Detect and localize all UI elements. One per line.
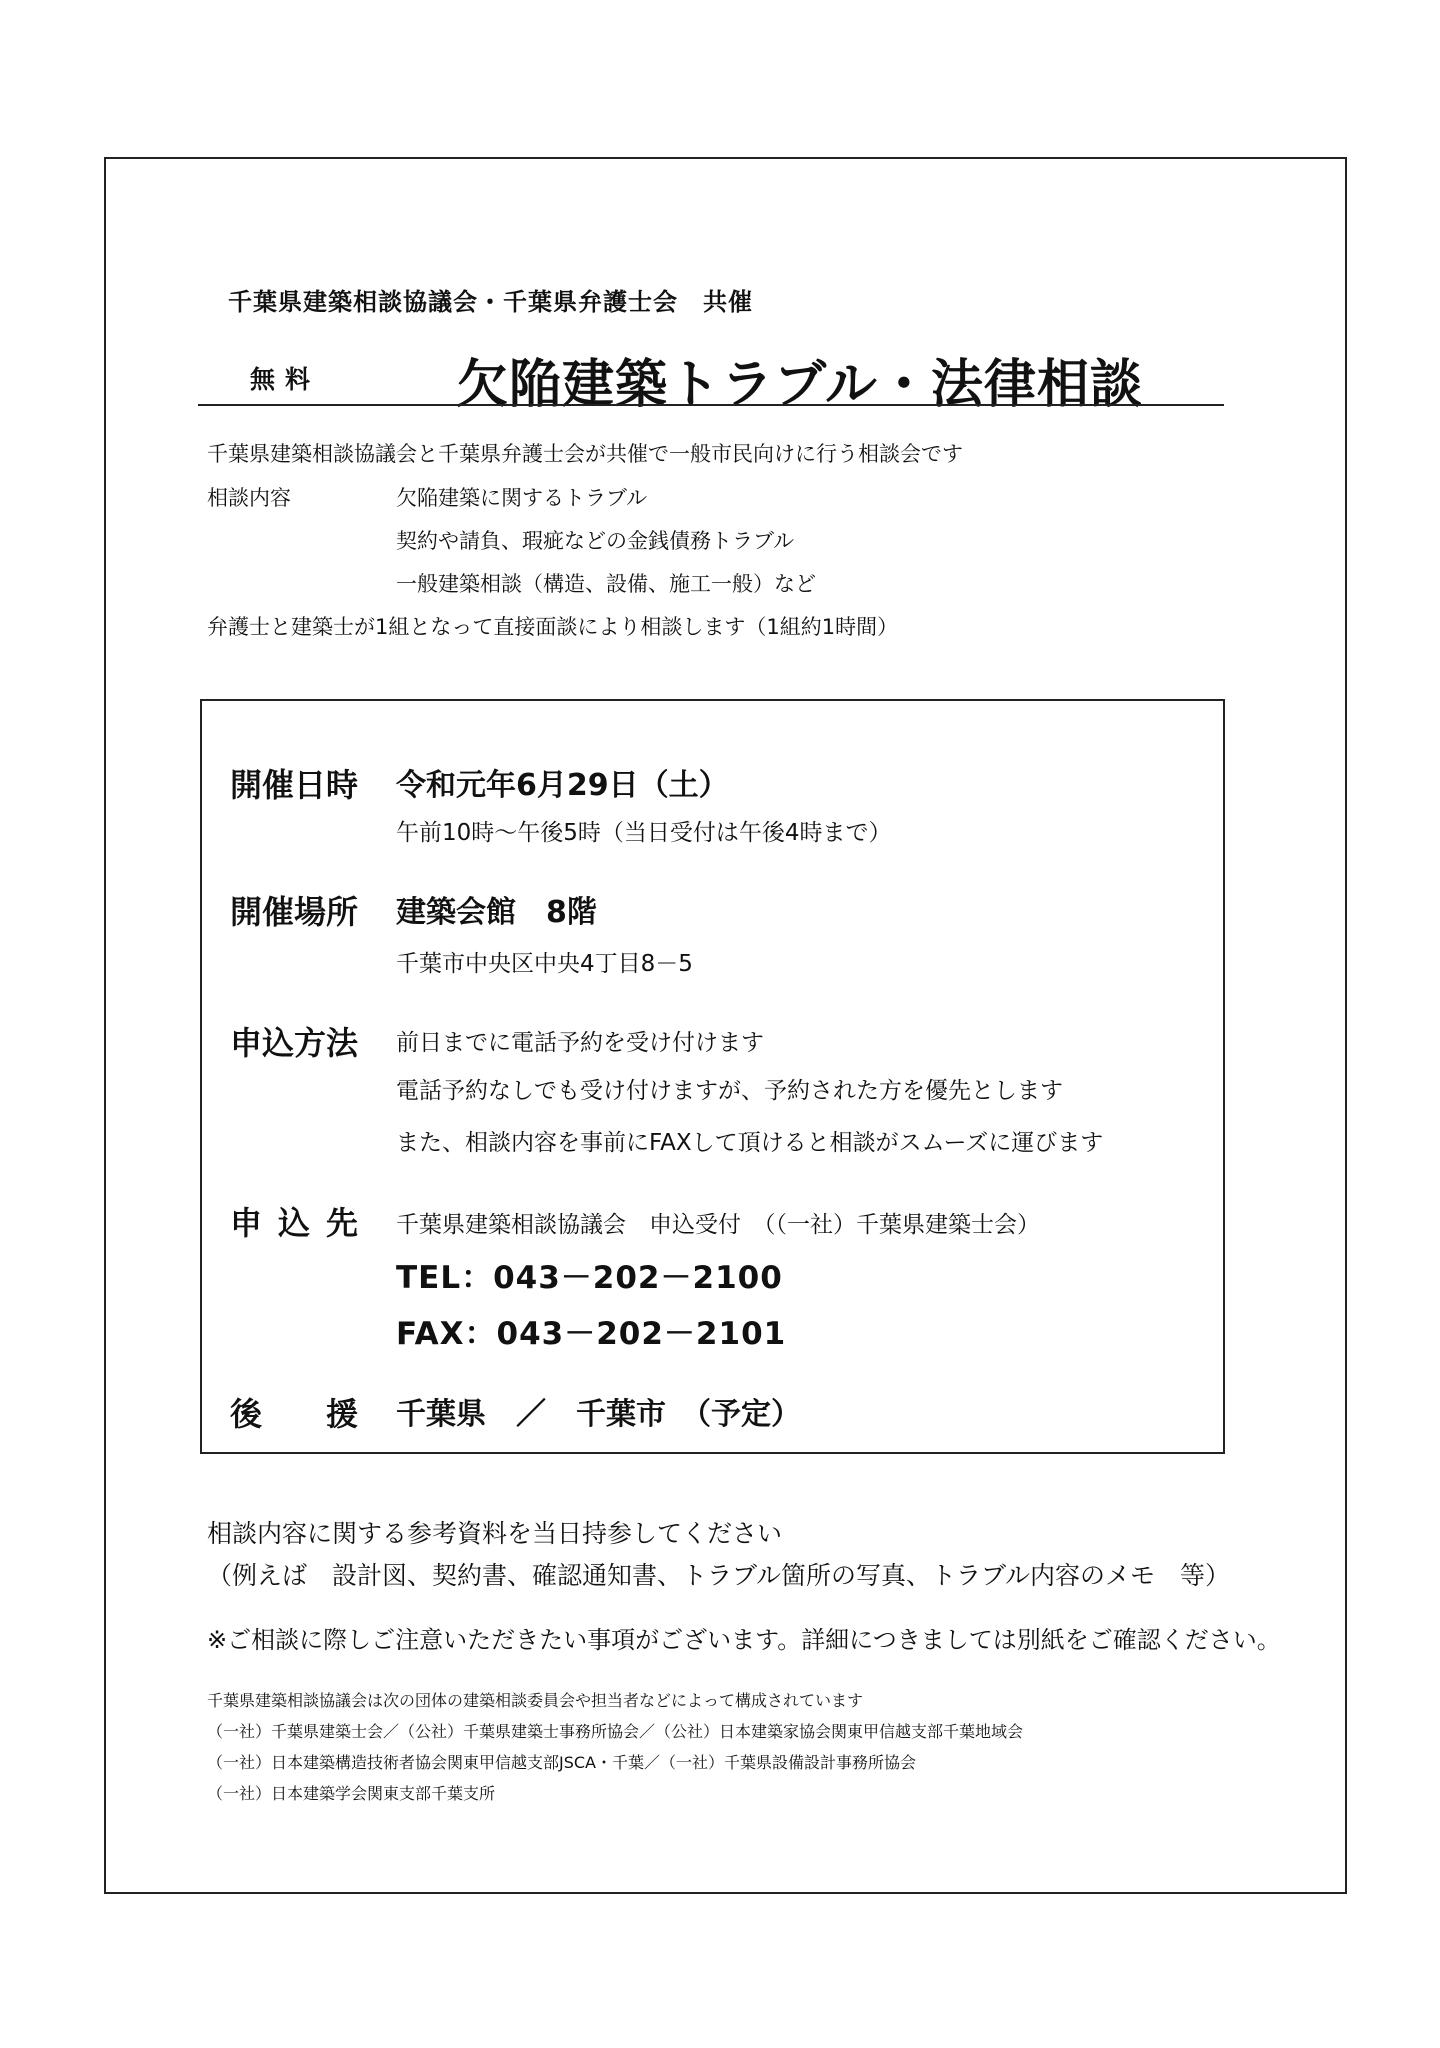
tel-number: TEL：043－202－2100	[396, 1260, 783, 1296]
consultation-label: 相談内容	[207, 486, 291, 510]
support-value: 千葉県 ／ 千葉市 （予定）	[396, 1397, 801, 1432]
venue-address: 千葉市中央区中央4丁目8－5	[396, 951, 693, 977]
fax-number: FAX：043－202－2101	[396, 1316, 787, 1352]
date-label: 開催日時	[230, 766, 359, 804]
member-organizations: （一社）千葉県建築士会／（公社）千葉県建築士事務所協会／（公社）日本建築家協会関東甲信越支部千葉地域会	[207, 1722, 1024, 1741]
contact-value: 千葉県建築相談協議会 申込受付 （（一社）千葉県建築士会）	[396, 1212, 1040, 1238]
support-label: 後援	[230, 1395, 423, 1433]
notice-line: ※ご相談に際しご注意いただきたい事項がございます。詳細につきましては別紙をご確認ください。	[207, 1626, 1281, 1654]
intro-description: 千葉県建築相談協議会と千葉県弁護士会が共催で一般市民向けに行う相談会です	[207, 442, 963, 466]
apply-method-line: 電話予約なしでも受け付けますが、予約された方を優先とします	[396, 1078, 1063, 1104]
organizers-line: 千葉県建築相談協議会・千葉県弁護士会 共催	[228, 288, 753, 316]
consultation-note: 弁護士と建築士が1組となって直接面談により相談します（1組約1時間）	[207, 615, 899, 639]
member-organizations: （一社）日本建築構造技術者協会関東甲信越支部JSCA・千葉／（一社）千葉県設備設計事務所協会	[207, 1753, 916, 1772]
consultation-item: 一般建築相談（構造、設備、施工一般）など	[396, 572, 816, 596]
date-value: 令和元年6月29日（土）	[396, 768, 729, 803]
consultation-item: 契約や請負、瑕疵などの金銭債務トラブル	[396, 529, 795, 553]
contact-label: 申込先	[230, 1204, 375, 1242]
venue-label: 開催場所	[230, 893, 359, 931]
bring-materials-examples: （例えば 設計図、契約書、確認通知書、トラブル箇所の写真、トラブル内容のメモ 等）	[207, 1561, 1231, 1590]
consultation-item: 欠陥建築に関するトラブル	[396, 486, 648, 510]
members-intro: 千葉県建築相談協議会は次の団体の建築相談委員会や担当者などによって構成されています	[207, 1691, 864, 1710]
apply-method-line: また、相談内容を事前にFAXして頂けると相談がスムーズに運びます	[396, 1130, 1104, 1156]
apply-method-line: 前日までに電話予約を受け付けます	[396, 1030, 764, 1056]
time-value: 午前10時～午後5時（当日受付は午後4時まで）	[396, 820, 892, 846]
bring-materials-line: 相談内容に関する参考資料を当日持参してください	[207, 1519, 783, 1548]
member-organizations: （一社）日本建築学会関東支部千葉支所	[207, 1784, 496, 1803]
free-label: 無料	[250, 365, 321, 394]
venue-value: 建築会館 8階	[396, 895, 597, 930]
title-underline	[198, 404, 1224, 406]
apply-method-label: 申込方法	[230, 1024, 359, 1062]
page-title: 欠陥建築トラブル・法律相談	[456, 355, 1143, 415]
